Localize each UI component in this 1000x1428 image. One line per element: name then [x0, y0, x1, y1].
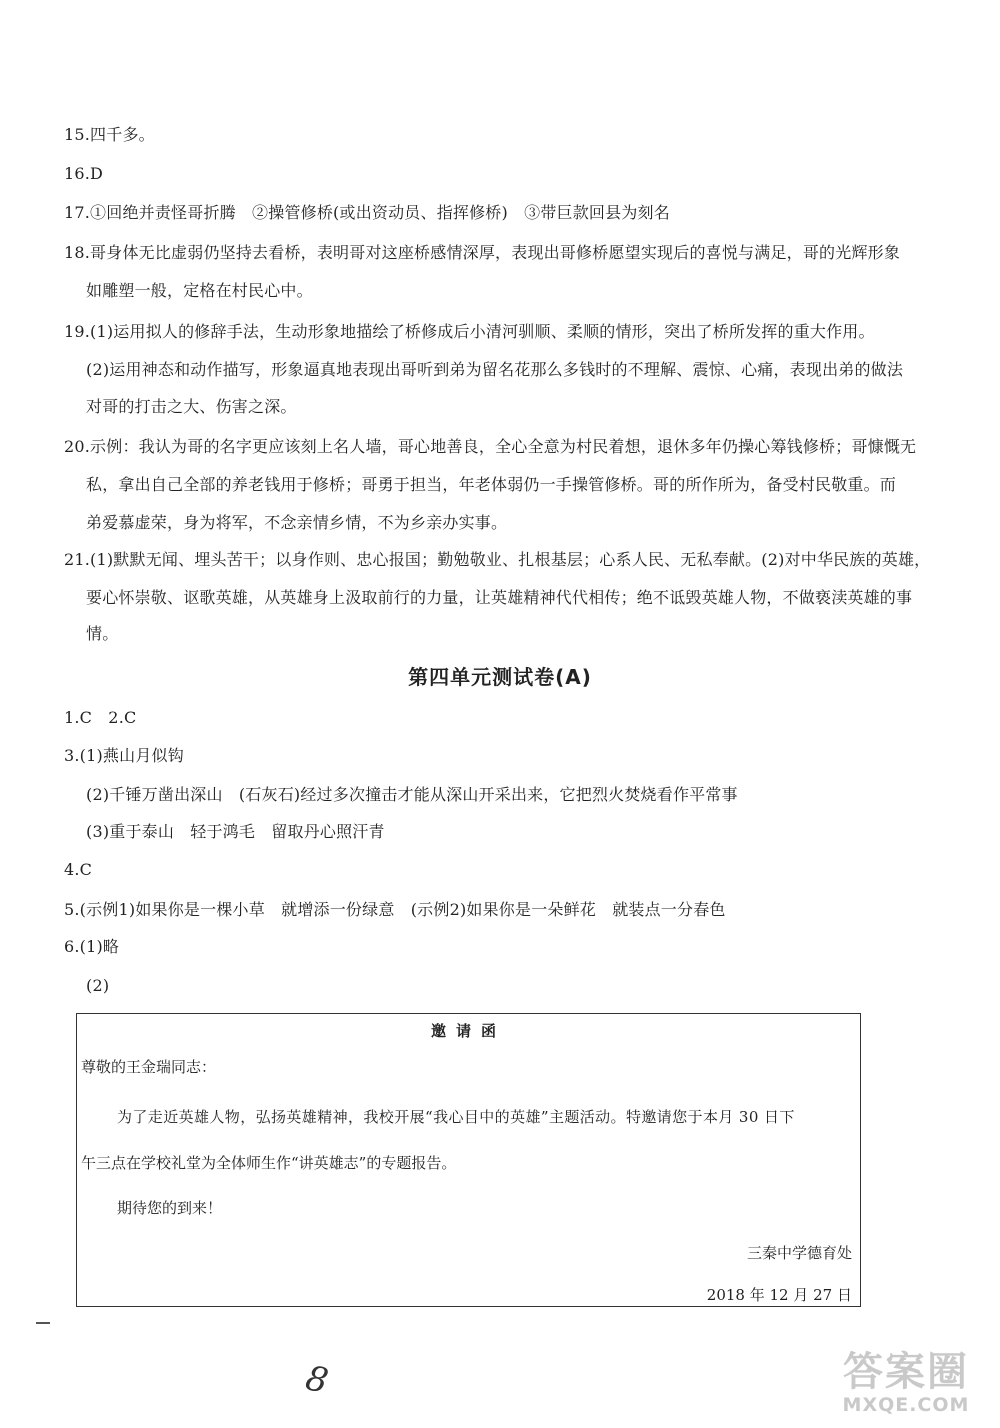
answer-20-line-3: 弟爱慕虚荣，身为将军，不念亲情乡情，不为乡亲办实事。 [86, 513, 508, 532]
unit4-answer-1-2: 1.C 2.C [64, 708, 137, 727]
invitation-letter-box [76, 1013, 861, 1307]
unit4-answer-6-1: 6.(1)略 [64, 937, 120, 956]
letter-date: 2018 年 12 月 27 日 [706, 1286, 852, 1304]
letter-closing: 期待您的到来！ [117, 1199, 223, 1217]
margin-dash [36, 1322, 50, 1324]
answer-20-line-2: 私，拿出自己全部的养老钱用于修桥；哥勇于担当，年老体弱仍一手操管修桥。哥的所作所为，备受村民敬重。而 [86, 475, 897, 494]
answer-19-line-3: 对哥的打击之大、伤害之深。 [86, 397, 297, 416]
answer-18-line-1: 18.哥身体无比虚弱仍坚持去看桥，表明哥对这座桥感情深厚，表现出哥修桥愿望实现后的喜悦与满足，哥的光辉形象 [64, 243, 901, 262]
answer-21-line-3: 情。 [86, 624, 119, 643]
answer-20-line-1: 20.示例：我认为哥的名字更应该刻上名人墙，哥心地善良，全心全意为村民着想，退休多年仍操心筹钱修桥；哥慷慨无 [64, 437, 917, 456]
answer-21-line-2: 要心怀崇敬、讴歌英雄，从英雄身上汲取前行的力量，让英雄精神代代相传；绝不诋毁英雄人物，不做亵渎英雄的事 [86, 588, 913, 607]
watermark-logo [818, 1350, 994, 1422]
unit4-answer-4: 4.C [64, 860, 93, 879]
section-title: 第四单元测试卷(A) [408, 665, 592, 689]
watermark-url: MXQE.COM [842, 1394, 970, 1416]
answer-19-line-1: 19.(1)运用拟人的修辞手法，生动形象地描绘了桥修成后小清河驯顺、柔顺的情形，突出了桥所发挥的重大作用。 [64, 322, 875, 341]
watermark-title: 答案圈 [843, 1349, 969, 1395]
answer-16: 16.D [64, 164, 104, 183]
letter-heading: 邀请函 [430, 1022, 506, 1040]
answer-17: 17.①回绝并责怪哥折腾 ②操管修桥(或出资动员、指挥修桥) ③带巨款回县为刻名 [64, 203, 670, 222]
unit4-answer-3-3: (3)重于泰山 轻于鸿毛 留取丹心照汗青 [86, 822, 385, 841]
letter-signature: 三秦中学德育处 [746, 1244, 852, 1262]
unit4-answer-6-2: (2) [86, 976, 110, 995]
letter-greeting: 尊敬的王金瑞同志： [81, 1058, 217, 1076]
letter-body-line-1: 为了走近英雄人物，弘扬英雄精神，我校开展“我心目中的英雄”主题活动。特邀请您于本月 30 日下 [117, 1108, 795, 1126]
unit4-answer-5: 5.(示例1)如果你是一棵小草 就增添一份绿意 (示例2)如果你是一朵鲜花 就装点一分春色 [64, 900, 726, 919]
unit4-answer-3-1: 3.(1)燕山月似钩 [64, 746, 184, 765]
page-number: 8 [302, 1358, 332, 1402]
answer-15: 15.四千多。 [64, 125, 155, 144]
unit4-answer-3-2: (2)千锤万凿出深山 (石灰石)经过多次撞击才能从深山开采出来，它把烈火焚烧看作平常事 [86, 785, 738, 804]
answer-18-line-2: 如雕塑一般，定格在村民心中。 [86, 281, 313, 300]
answer-21-line-1: 21.(1)默默无闻、埋头苦干；以身作则、忠心报国；勤勉敬业、扎根基层；心系人民、无私奉献。(2)对中华民族的英雄， [64, 550, 931, 569]
answer-19-line-2: (2)运用神态和动作描写，形象逼真地表现出哥听到弟为留名花那么多钱时的不理解、震惊、心痛，表现出弟的做法 [86, 360, 904, 379]
letter-body-line-2: 午三点在学校礼堂为全体师生作“讲英雄志”的专题报告。 [81, 1154, 457, 1172]
